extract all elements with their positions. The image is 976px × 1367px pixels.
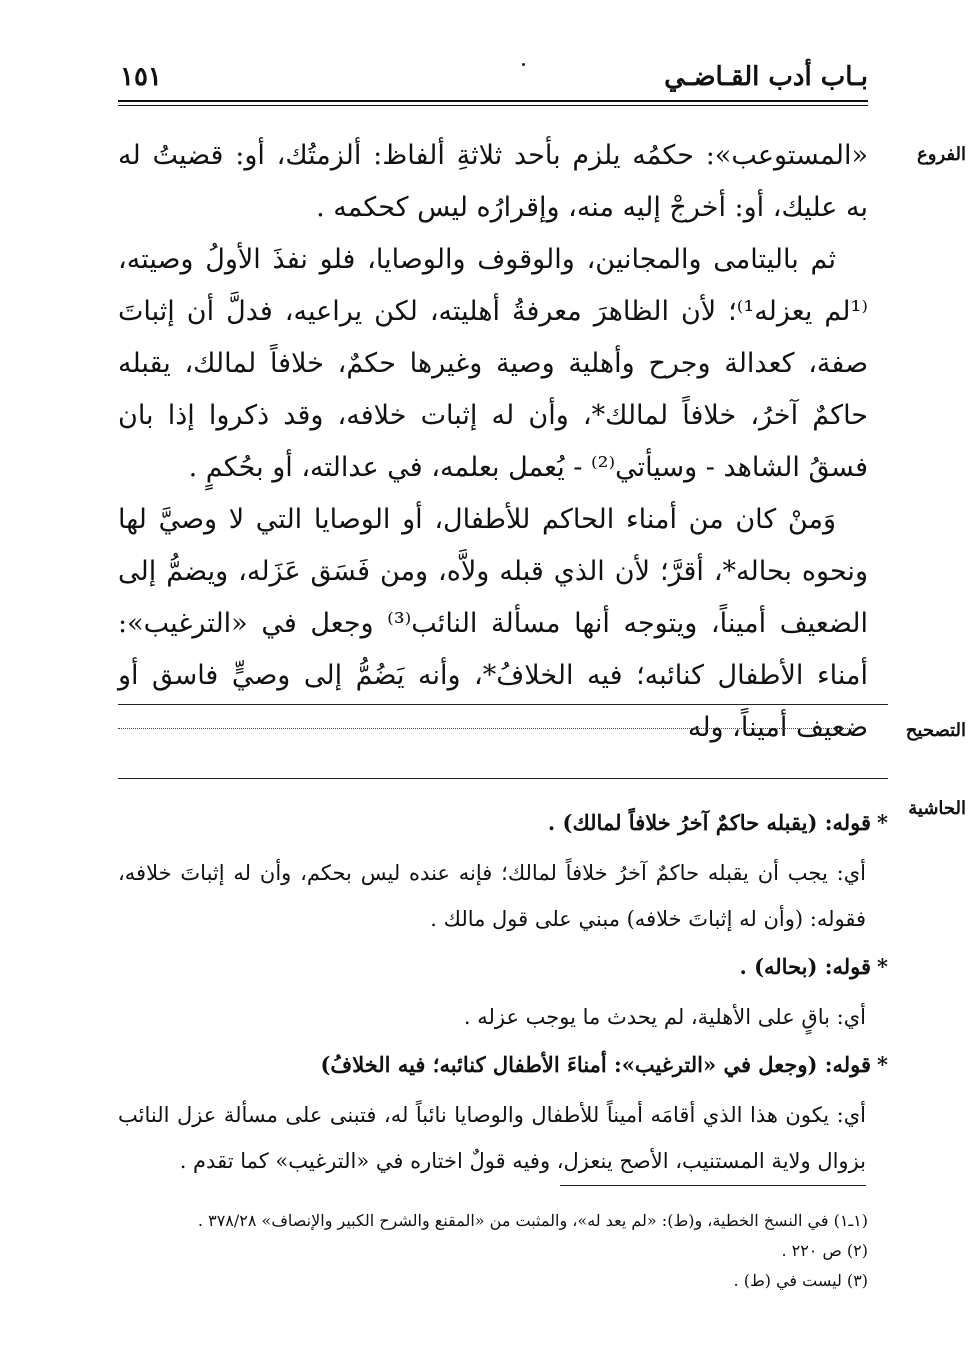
header-rule-thin	[118, 105, 868, 106]
section-label-hashiya: الحاشية	[908, 798, 966, 819]
hashiya-block	[118, 808, 888, 1194]
main-paragraph-3: وَمنْ كان من أمناء الحاكم للأطفال، أو الوصايا التي لا وصيَّ لها ونحوه بحاله*، أقرَّ؛ لأن الذي قبله ولاَّه، ومن فَسَق عَزَله، ويضمُّ إلى الضعيف أميناً، ويتوجه أنها مسألة النائب⁽³⁾ وجعل في «الترغيب»: أمناء الأطفال كنائبه؛ فيه الخلافُ*، وأنه يَضُمُّ إلى وصيٍّ فاسق أو ضعيف أميناً، وله	[118, 504, 868, 743]
footnote-1: (١ـ١) في النسخ الخطية، و(ط): «لم يعد له»، والمثبت من «المقنع والشرح الكبير والإنصاف» ٣٧٨/٢٨ .	[197, 1211, 868, 1230]
main-text	[118, 130, 868, 754]
note-star-marker: *	[877, 810, 888, 835]
main-paragraph-1: «المستوعب»: حكمُه يلزم بأحد ثلاثةِ ألفاظ: ألزمتُك، أو: قضيتُ له به عليك، أو: أخرجْ إليه منه، وإقرارُه ليس كحكمه .	[118, 140, 868, 223]
hashiya-note-2-heading-text: قوله: (بحاله) .	[739, 954, 872, 979]
hashiya-note-3-heading-text: قوله: (وجعل في «الترغيب»: أمناءَ الأطفال كنائبه؛ فيه الخلافُ)	[320, 1052, 872, 1077]
section-label-tashih: التصحيح	[905, 720, 966, 741]
tashih-dotted-line	[118, 728, 856, 729]
hashiya-note-2-body: أي: باقٍ على الأهلية، لم يحدث ما يوجب عزله .	[463, 1005, 866, 1029]
hashiya-note-3-heading	[118, 1050, 888, 1080]
hashiya-note-1-heading	[118, 808, 888, 838]
running-title: بـاب أدب القـاضـي	[664, 62, 868, 92]
hashiya-note-1-heading-text: قوله: (يقبله حاكمٌ آخرُ خلافاً لمالك) .	[547, 810, 872, 835]
section-divider-top	[118, 704, 888, 705]
section-label-furu: الفروع	[917, 144, 966, 165]
section-divider-bottom	[118, 778, 888, 779]
hashiya-note-1-body: أي: يجب أن يقبله حاكمٌ آخرُ خلافاً لمالك؛ فإنه عنده ليس بحكم، وأن له إثباتَ خلافه، فقوله: (وأن له إثباتَ خلافه) مبني على قول مالك .	[118, 861, 866, 931]
footnotes	[118, 1206, 868, 1296]
footnote-2: (٢) ص ٢٢٠ .	[781, 1241, 868, 1260]
note-star-marker: *	[877, 954, 888, 979]
footnote-rule	[560, 1185, 866, 1186]
main-paragraph-2: ثم باليتامى والمجانين، والوقوف والوصايا، فلو نفذَ الأولُ وصيته، ⁽¹لم يعزله¹⁾؛ لأن الظاهرَ معرفةُ أهليته، لكن يراعيه، فدلَّ أن إثباتَ صفة، كعدالة وجرح وأهلية وصية وغيرها حكمٌ، خلافاً لمالك، يقبله حاكمٌ آخرُ، خلافاً لمالك*، وأن له إثبات خلافه، وقد ذكروا إذا بان فسقُ الشاهد - وسيأتي⁽²⁾ - يُعمل بعلمه، في عدالته، أو بحُكمٍ .	[118, 244, 868, 483]
hashiya-note-2-heading	[118, 952, 888, 982]
note-star-marker: *	[877, 1052, 888, 1077]
page-number: ١٥١	[120, 62, 162, 92]
hashiya-note-3-body: أي: يكون هذا الذي أقامَه أميناً للأطفال والوصايا نائباً له، فتبنى على مسألة عزل النائب بزوال ولاية المستنيب، الأصح ينعزل، وفيه قولٌ اختاره في «الترغيب» كما تقدم .	[118, 1103, 866, 1173]
header-rule-thick	[118, 100, 868, 102]
footnote-3: (٣) ليست في (ط) .	[733, 1271, 868, 1290]
ink-dot	[522, 63, 525, 66]
